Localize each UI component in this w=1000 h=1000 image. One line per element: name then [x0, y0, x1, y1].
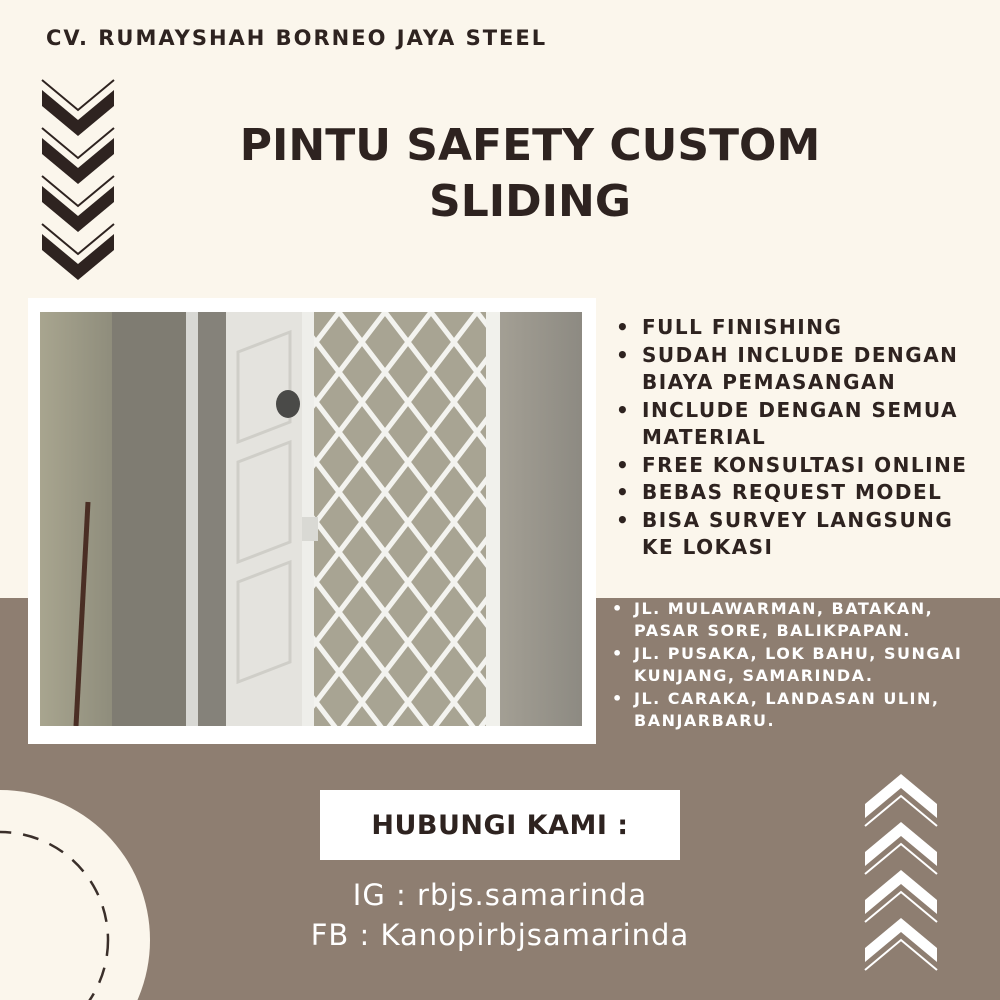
photo-frame: [28, 298, 596, 744]
instagram-handle: IG : rbjs.samarinda: [352, 878, 648, 912]
door-photo: [40, 312, 582, 726]
feature-item: • FREE KONSULTASI ONLINE: [612, 452, 992, 480]
company-name: CV. RUMAYSHAH BORNEO JAYA STEEL: [46, 26, 548, 50]
address-list: [600, 598, 998, 733]
feature-item: • INCLUDE DENGAN SEMUA MATERIAL: [612, 397, 992, 452]
contact-us-label: HUBUNGI KAMI :: [371, 809, 629, 841]
chevron-up-stack-icon: [862, 772, 940, 980]
facebook-handle: FB : Kanopirbjsamarinda: [310, 918, 690, 952]
address-item: • JL. CARAKA, LANDASAN ULIN, BANJARBARU.: [600, 688, 998, 732]
title-line-1: PINTU SAFETY CUSTOM: [239, 120, 821, 171]
page-title: [230, 118, 830, 230]
address-item: • JL. PUSAKA, LOK BAHU, SUNGAI KUNJANG, SAMARINDA.: [600, 643, 998, 687]
feature-item: • SUDAH INCLUDE DENGAN BIAYA PEMASANGAN: [612, 342, 992, 397]
feature-list: [612, 314, 992, 562]
contact-us-banner: [320, 790, 680, 860]
title-line-2: SLIDING: [429, 176, 631, 227]
dashed-circle-icon: [0, 785, 160, 1000]
chevron-down-stack-icon: [38, 68, 118, 280]
feature-item: • FULL FINISHING: [612, 314, 992, 342]
feature-item: • BEBAS REQUEST MODEL: [612, 479, 992, 507]
address-item: • JL. MULAWARMAN, BATAKAN, PASAR SORE, BALIKPAPAN.: [600, 598, 998, 642]
feature-item: • BISA SURVEY LANGSUNG KE LOKASI: [612, 507, 992, 562]
